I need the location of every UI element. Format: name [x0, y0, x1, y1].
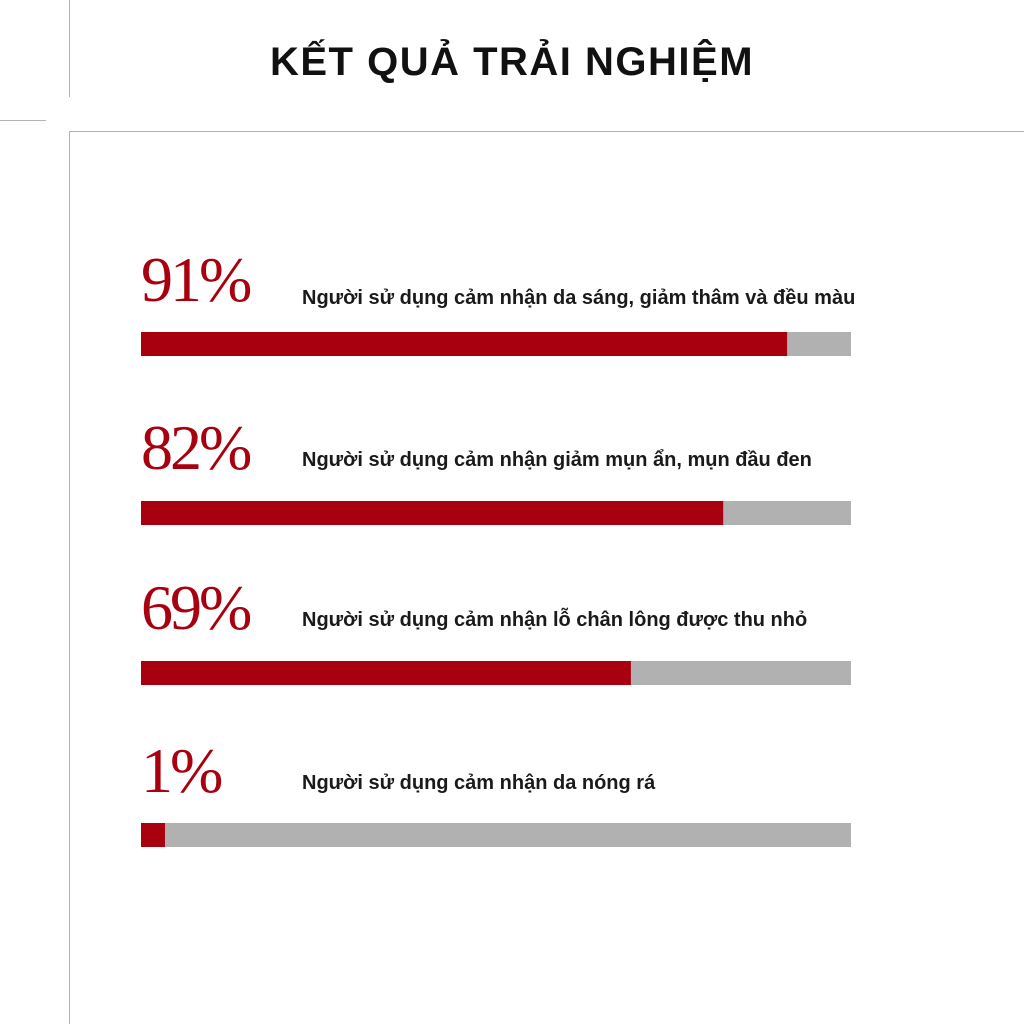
bar-fill-4 — [141, 823, 165, 847]
percent-value-2: 82% — [141, 412, 250, 483]
page-title: KẾT QUẢ TRẢI NGHIỆM — [269, 40, 755, 84]
bar-track-4 — [141, 823, 851, 847]
bar-fill-1 — [141, 332, 787, 356]
bar-label-1: Người sử dụng cảm nhận da sáng, giảm thâm và đều màu — [302, 287, 856, 309]
bar-fill-2 — [141, 501, 723, 525]
percent-value-1: 91% — [141, 244, 250, 315]
bar-fill-3 — [141, 661, 631, 685]
bar-label-4: Người sử dụng cảm nhận da nóng rá — [302, 772, 656, 794]
percent-value-3: 69% — [141, 572, 250, 643]
percent-value-4: 1% — [141, 735, 221, 806]
bar-label-3: Người sử dụng cảm nhận lỗ chân lông được thu nhỏ — [302, 609, 808, 631]
bar-label-2: Người sử dụng cảm nhận giảm mụn ẩn, mụn đầu đen — [302, 449, 812, 471]
